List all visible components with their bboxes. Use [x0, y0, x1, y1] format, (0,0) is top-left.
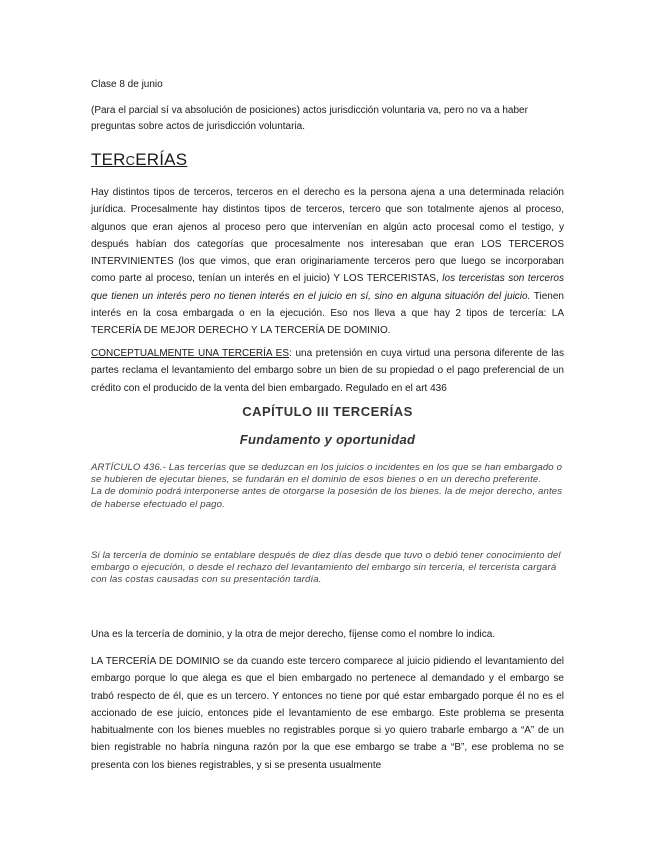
concepto-paragraph	[91, 345, 564, 397]
intro-line-1: (Para el parcial sí va absolución de posiciones) actos jurisdicción voluntaria va, pero no va a haber	[91, 105, 528, 116]
article-paragraph-3: Si la tercería de dominio se entablare después de diez días desde que tuvo o debió tener conocimiento del embargo o ejecución, o desde el rechazo del levantamiento del embargo sin tercería, el tercerista cargará con las costas causadas con su presentación tardía.	[91, 550, 561, 586]
terceros-paragraph	[91, 184, 564, 340]
section-title-part-2: C	[125, 153, 136, 168]
terceros-text-2: Tienen interés en la cosa embargada o en la ejecución. Eso nos lleva a que hay 2 tipos de tercería: LA TERCERÍA DE MEJOR DERECHO Y LA TERCERÍA DE DOMINIO.	[91, 290, 564, 337]
concepto-label: CONCEPTUALMENTE UNA TERCERÍA ES	[91, 348, 290, 359]
article-paragraph-1: ARTÍCULO 436.- Las tercerías que se deduzcan en los juicios o incidentes en los que se han embargado o se hubieren de ejecutar bienes, se fundarán en el dominio de esos bienes o en un derecho preferente.	[91, 462, 563, 486]
section-title-part-3: ER	[135, 150, 160, 169]
section-title	[91, 150, 187, 170]
chapter-title: CAPÍTULO III TERCERÍAS	[242, 404, 413, 419]
terceros-text-1: Hay distintos tipos de terceros, terceros en el derecho es la persona ajena a una determinada relación jurídica. Procesalmente hay distintos tipos de terceros, tercero que son totalmente ajenos al proceso, algunos que eran ajenos al proceso pero que intervenían en algún acto procesal como el testigo, y después habían dos categorías que procesalmente nos interesaban que eran LOS TERCEROS INTERVINIENTES (los que vimos, que eran originariamente terceros pero que luego se incorporaban como parte al proceso, tenían un interés en el juicio) Y LOS TERCERISTAS,	[91, 187, 564, 285]
dominio-paragraph: LA TERCERÍA DE DOMINIO se da cuando este tercero comparece al juicio pidiendo el levantamiento del embargo porque lo que alega es que el bien embargado no pertenece al demandado y el embargo se trabó respecto de él, que es un tercero. Y entonces no tiene por qué estar embargado porque él no es el accionado de ese juicio, entonces pide el levantamiento de ese embargo. Este problema se presenta habitualmente con los bienes muebles no registrables porque si yo quiero trabarle embargo a “A” de un bien registrable no habría ninguna razón por la que ese embargo se trabe a “B”, ese problema no se presenta con los bienes registrables, y si se presenta usualmente	[91, 656, 564, 771]
article-436	[91, 462, 566, 511]
date-line: Clase 8 de junio	[91, 79, 163, 90]
section-title-part-4: ÍAS	[159, 150, 188, 169]
terceristas-definition: los terceristas son terceros que tienen un interés pero no tienen interés en el juicio en sí, sino en alguna situación del juicio.	[91, 273, 564, 302]
intro-line-2: preguntas sobre actos de jurisdicción voluntaria.	[91, 121, 306, 132]
concepto-text: : una pretensión en cuya virtud una persona diferente de las partes reclama el levantamiento del embargo sobre un bien de su propiedad o el pago preferencial de un crédito con el producido de la venta del bien embargado. Regulado en el art 436	[91, 348, 564, 394]
chapter-subtitle: Fundamento y oportunidad	[239, 432, 416, 447]
dominio-intro: Una es la tercería de dominio, y la otra de mejor derecho, fíjense como el nombre lo indica.	[91, 629, 496, 640]
intro-paragraph	[91, 103, 564, 135]
section-title-part-1: TER	[91, 150, 126, 169]
article-paragraph-2: La de dominio podrá interponerse antes de otorgarse la posesión de los bienes. la de mejor derecho, antes de haberse efectuado el pago.	[91, 486, 563, 510]
